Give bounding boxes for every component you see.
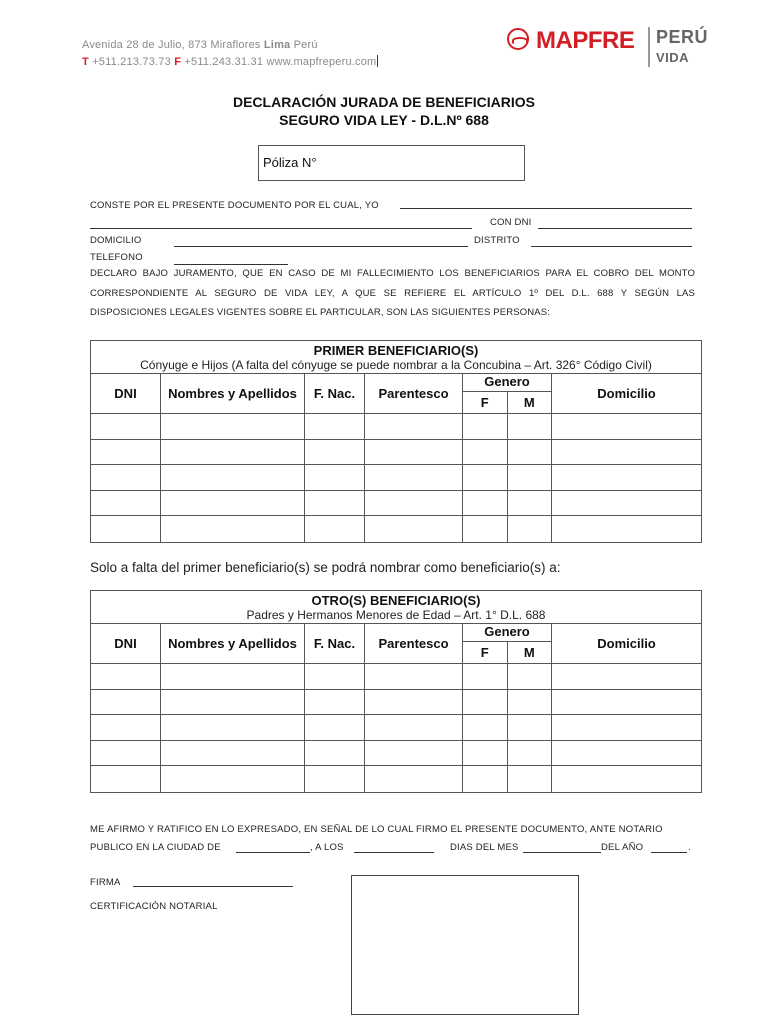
genero-label: Genero	[463, 374, 551, 392]
distrito-field-line[interactable]	[531, 246, 692, 247]
primer-beneficiario-table	[90, 340, 702, 543]
publico-label: PUBLICO EN LA CIUDAD DE	[90, 842, 221, 853]
logo-brand: MAPFRE	[536, 27, 635, 54]
table-cell[interactable]	[161, 516, 305, 542]
logo-division: VIDA	[656, 50, 690, 65]
table-cell[interactable]	[463, 440, 508, 466]
col-fnac: F. Nac.	[305, 374, 365, 414]
table-subtitle: Cónyuge e Hijos (A falta del cónyuge se puede nombrar a la Concubina – Art. 326° Código Civil)	[140, 358, 652, 372]
address-line-1: Avenida 28 de Julio, 873 Miraflores Lima Perú	[82, 39, 318, 51]
del-ano-label: DEL AÑO	[601, 842, 644, 853]
table-header	[91, 341, 701, 374]
firma-label: FIRMA	[90, 877, 121, 888]
table-cell[interactable]	[91, 741, 161, 767]
closing-line-1: ME AFIRMO Y RATIFICO EN LO EXPRESADO, EN SEÑAL DE LO CUAL FIRMO EL PRESENTE DOCUMENTO, ANTE NOTARIO	[90, 824, 663, 835]
table-cell[interactable]	[305, 715, 365, 741]
table-cell[interactable]	[161, 715, 305, 741]
table-cell[interactable]	[161, 465, 305, 491]
table-cell[interactable]	[463, 690, 508, 716]
col-m: M	[523, 645, 535, 660]
table-cell[interactable]	[161, 664, 305, 690]
table-header	[91, 591, 701, 624]
col-fnac: F. Nac.	[305, 624, 365, 664]
declaration-line-2: CORRESPONDIENTE AL SEGURO DE VIDA LEY, A QUE SE REFIERE EL ARTÍCULO 1º DEL D.L. 688 Y SEGÚN LAS	[90, 288, 695, 299]
col-m: M	[523, 395, 535, 410]
firma-field-line[interactable]	[133, 886, 293, 887]
a-los-label: , A LOS	[310, 842, 344, 853]
genero-label: Genero	[463, 624, 551, 642]
table-cell[interactable]	[365, 440, 463, 466]
col-nombres: Nombres y Apellidos	[161, 374, 305, 414]
table-grid	[91, 624, 701, 664]
mapfre-logo-icon	[507, 28, 529, 50]
table-cell[interactable]	[463, 491, 508, 517]
poliza-label: Póliza N°	[263, 155, 317, 170]
table-cell[interactable]	[91, 516, 161, 542]
table-cell[interactable]	[305, 414, 365, 440]
table-cell[interactable]	[552, 465, 701, 491]
table-subtitle: Padres y Hermanos Menores de Edad – Art. 1° D.L. 688	[246, 608, 546, 622]
table-cell[interactable]	[508, 465, 552, 491]
document-title-line-2: SEGURO VIDA LEY - D.L.Nº 688	[279, 112, 489, 128]
table-cell[interactable]	[552, 690, 701, 716]
table-cell[interactable]	[305, 440, 365, 466]
table-cell[interactable]	[463, 715, 508, 741]
conste-label: CONSTE POR EL PRESENTE DOCUMENTO POR EL CUAL, YO	[90, 200, 379, 211]
dias-field-line[interactable]	[354, 852, 434, 853]
table-cell[interactable]	[508, 766, 552, 792]
table-cell[interactable]	[305, 664, 365, 690]
table-cell[interactable]	[552, 766, 701, 792]
table-cell[interactable]	[365, 516, 463, 542]
col-f: F	[463, 392, 508, 413]
table-body	[91, 664, 701, 792]
certificacion-label: CERTIFICACIÓN NOTARIAL	[90, 901, 218, 912]
table-cell[interactable]	[161, 491, 305, 517]
table-title: OTRO(S) BENEFICIARIO(S)	[311, 593, 481, 608]
col-f: F	[463, 642, 508, 663]
address-line-2: T +511.213.73.73 F +511.243.31.31 www.mapfreperu.com	[82, 56, 377, 68]
table-cell[interactable]	[161, 766, 305, 792]
table-cell[interactable]	[552, 440, 701, 466]
table-cell[interactable]	[305, 491, 365, 517]
col-dni: DNI	[91, 374, 161, 414]
telefono-label: TELEFONO	[90, 252, 143, 263]
table-cell[interactable]	[463, 465, 508, 491]
logo-country: PERÚ	[656, 27, 709, 47]
table-cell[interactable]	[365, 491, 463, 517]
dni-field-line[interactable]	[538, 228, 692, 229]
table-cell[interactable]	[365, 414, 463, 440]
distrito-label: DISTRITO	[474, 235, 520, 246]
table-cell[interactable]	[91, 440, 161, 466]
table-cell[interactable]	[305, 741, 365, 767]
text-cursor	[377, 55, 378, 67]
mes-field-line[interactable]	[523, 852, 601, 853]
table-cell[interactable]	[161, 414, 305, 440]
table-cell[interactable]	[508, 440, 552, 466]
table-cell[interactable]	[463, 766, 508, 792]
notary-certification-box[interactable]	[351, 875, 579, 1015]
name-field-line[interactable]	[400, 208, 692, 209]
logo-divider	[648, 27, 650, 67]
table-cell[interactable]	[305, 690, 365, 716]
table-cell[interactable]	[552, 516, 701, 542]
poliza-field[interactable]	[258, 145, 525, 181]
table-cell[interactable]	[463, 414, 508, 440]
table-cell[interactable]	[552, 741, 701, 767]
table-cell[interactable]	[463, 664, 508, 690]
table-title: PRIMER BENEFICIARIO(S)	[313, 343, 479, 358]
col-parentesco: Parentesco	[365, 624, 463, 664]
ciudad-field-line[interactable]	[236, 852, 310, 853]
domicilio-label: DOMICILIO	[90, 235, 142, 246]
dias-del-mes-label: DIAS DEL MES	[450, 842, 519, 853]
table-cell[interactable]	[508, 516, 552, 542]
table-cell[interactable]	[161, 690, 305, 716]
phone-number: +511.213.73.73	[92, 56, 171, 68]
table-cell[interactable]	[552, 715, 701, 741]
table-body	[91, 414, 701, 542]
table-cell[interactable]	[508, 715, 552, 741]
table-cell[interactable]	[305, 516, 365, 542]
table-cell[interactable]	[552, 414, 701, 440]
table-cell[interactable]	[365, 465, 463, 491]
declaration-line-3: DISPOSICIONES LEGALES VIGENTES SOBRE EL PARTICULAR, SON LAS SIGUIENTES PERSONAS:	[90, 307, 551, 318]
fax-number: +511.243.31.31	[184, 56, 264, 68]
table-cell[interactable]	[365, 664, 463, 690]
table-grid	[91, 374, 701, 414]
website: www.mapfreperu.com	[266, 56, 377, 68]
col-parentesco: Parentesco	[365, 374, 463, 414]
table-cell[interactable]	[91, 414, 161, 440]
table-cell[interactable]	[508, 664, 552, 690]
table-cell[interactable]	[463, 741, 508, 767]
table-cell[interactable]	[91, 715, 161, 741]
table-cell[interactable]	[91, 690, 161, 716]
name-field-line-2[interactable]	[90, 228, 472, 229]
con-dni-label: CON DNI	[490, 217, 532, 228]
domicilio-field-line[interactable]	[174, 246, 468, 247]
table-cell[interactable]	[508, 690, 552, 716]
document-title-line-1: DECLARACIÓN JURADA DE BENEFICIARIOS	[232, 94, 536, 110]
col-domicilio: Domicilio	[552, 624, 701, 664]
col-genero	[463, 624, 552, 664]
table-cell[interactable]	[91, 491, 161, 517]
table-cell[interactable]	[508, 741, 552, 767]
table-cell[interactable]	[463, 516, 508, 542]
col-domicilio: Domicilio	[552, 374, 701, 414]
col-genero	[463, 374, 552, 414]
table-cell[interactable]	[161, 741, 305, 767]
table-cell[interactable]	[552, 491, 701, 517]
closing-period: .	[688, 842, 691, 853]
between-note: Solo a falta del primer beneficiario(s) se podrá nombrar como beneficiario(s) a:	[90, 560, 561, 575]
col-nombres: Nombres y Apellidos	[161, 624, 305, 664]
table-cell[interactable]	[365, 766, 463, 792]
otros-beneficiarios-table	[90, 590, 702, 793]
declaration-line-1: DECLARO BAJO JURAMENTO, QUE EN CASO DE MI FALLECIMIENTO LOS BENEFICIARIOS PARA EL COBRO DEL MONTO	[90, 268, 695, 279]
table-cell[interactable]	[365, 715, 463, 741]
ano-field-line[interactable]	[651, 852, 687, 853]
table-cell[interactable]	[91, 664, 161, 690]
col-dni: DNI	[91, 624, 161, 664]
table-cell[interactable]	[305, 465, 365, 491]
table-cell[interactable]	[91, 766, 161, 792]
table-cell[interactable]	[508, 491, 552, 517]
table-cell[interactable]	[161, 440, 305, 466]
table-cell[interactable]	[552, 664, 701, 690]
table-cell[interactable]	[91, 465, 161, 491]
table-cell[interactable]	[365, 741, 463, 767]
table-cell[interactable]	[305, 766, 365, 792]
table-cell[interactable]	[508, 414, 552, 440]
address-city: Lima	[263, 39, 291, 51]
table-cell[interactable]	[365, 690, 463, 716]
